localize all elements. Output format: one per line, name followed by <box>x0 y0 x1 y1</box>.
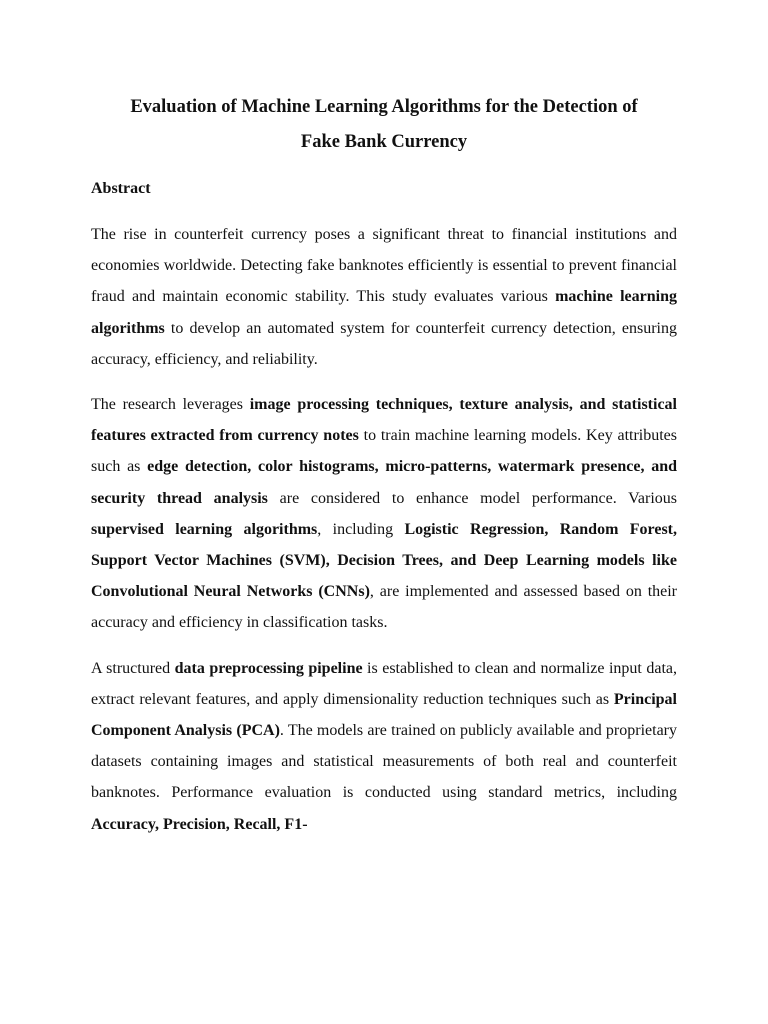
document-page <box>91 90 677 854</box>
abstract-heading: Abstract <box>91 180 151 197</box>
text-run: is established to clean and normalize input data, extract relevant features, and apply dimensionality reduction techniques such as <box>91 659 678 708</box>
text-run: The rise in counterfeit currency poses a significant threat to financial institutions and economies worldwide. Detecting fake banknotes efficiently is essential to prevent financial fraud and maintain economic stability. This study evaluates various <box>91 226 677 306</box>
text-run: , are implemented and assessed based on their accuracy and efficiency in classification tasks. <box>91 583 678 632</box>
bold-text-run: machine learning algorithms <box>91 288 677 337</box>
bold-text-run: image processing techniques, texture analysis, and statistical features extracted from currency notes <box>91 396 678 445</box>
text-run: . The models are trained on publicly available and proprietary datasets containing images and statistical measurements of both real and counterfeit banknotes. Performance evaluation is conducted using standard metrics, including <box>91 722 677 802</box>
text-run: to develop an automated system for counterfeit currency detection, ensuring accuracy, efficiency, and reliability. <box>91 319 677 368</box>
title-line-1: Evaluation of Machine Learning Algorithms for the Detection of <box>130 97 638 117</box>
bold-text-run: Logistic Regression, Random Forest, Support Vector Machines (SVM), Decision Trees, and Deep Learning models like Convolutional Neural Networks (CNNs) <box>91 520 678 601</box>
bold-text-run: edge detection, color histograms, micro-patterns, watermark presence, and security thread analysis <box>91 458 678 507</box>
bold-text-run: Accuracy, Precision, Recall, F1- <box>91 815 308 833</box>
text-run: The research leverages <box>91 396 250 414</box>
text-run: A structured <box>91 659 175 677</box>
paper-title <box>91 90 677 160</box>
text-run: to train machine learning models. Key attributes such as <box>91 427 678 476</box>
bold-text-run: supervised learning algorithms <box>91 520 318 538</box>
bold-text-run: Principal Component Analysis (PCA) <box>91 690 677 740</box>
abstract-paragraph <box>91 389 677 639</box>
abstract-paragraph <box>91 219 677 375</box>
title-line-2: Fake Bank Currency <box>300 132 468 152</box>
text-run: , including <box>317 520 405 538</box>
abstract-paragraph <box>91 653 677 840</box>
text-run: are considered to enhance model performance. Various <box>267 489 678 507</box>
bold-text-run: data preprocessing pipeline <box>174 659 363 677</box>
abstract-body <box>91 219 677 840</box>
